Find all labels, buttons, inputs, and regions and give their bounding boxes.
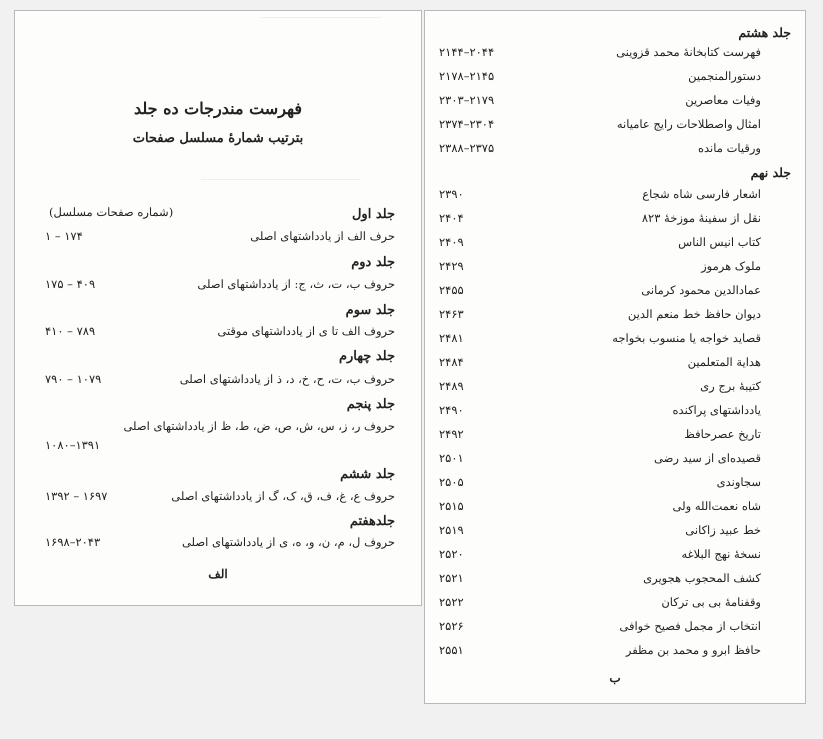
volume-heading: جلد دوم xyxy=(351,255,395,270)
list-item xyxy=(425,403,805,421)
list-item xyxy=(425,451,805,469)
entry-title: وقفنامهٔ بی بی ترکان xyxy=(661,595,761,609)
right-page xyxy=(424,10,806,704)
list-item xyxy=(425,619,805,637)
entry-pages: ۲۱۴۴–۲۰۴۴ xyxy=(439,45,495,59)
entry-pages: ۲۴۲۹ xyxy=(439,259,464,273)
list-item xyxy=(425,45,805,63)
list-item xyxy=(425,187,805,205)
column-note: (شماره صفحات مسلسل) xyxy=(49,205,174,219)
entry-title: فهرست کتابخانهٔ محمد قزوینی xyxy=(616,45,761,59)
entry-title: سجاوندی xyxy=(716,475,761,489)
list-item xyxy=(425,69,805,87)
list-item xyxy=(425,547,805,565)
list-item xyxy=(425,259,805,277)
entry-pages: ۲۱۷۸–۲۱۴۵ xyxy=(439,69,495,83)
entry-pages: ۲۵۲۲ xyxy=(439,595,464,609)
entry-pages: ۲۴۸۴ xyxy=(439,355,464,369)
volume-heading: جلد هشتم xyxy=(738,25,791,40)
page-range: ۱۷۵ – ۴۰۹ xyxy=(45,277,96,291)
volume-heading: جلد سوم xyxy=(345,303,395,318)
entry-pages: ۲۳۰۳–۲۱۷۹ xyxy=(439,93,495,107)
volume-heading: جلد چهارم xyxy=(338,349,395,364)
page-number-mark: الف xyxy=(208,567,228,581)
volume-heading: جلد اول xyxy=(351,207,395,222)
entry-title: انتخاب از مجمل فصیح خوافی xyxy=(619,619,761,633)
page-subtitle: بترتیب شمارهٔ مسلسل صفحات xyxy=(132,131,304,146)
entry-title: کتیبهٔ برج ری xyxy=(700,379,761,393)
entry-title: نسخهٔ نهج البلاغه xyxy=(681,547,761,561)
list-item xyxy=(425,379,805,397)
entry-pages: ۲۳۸۸–۲۳۷۵ xyxy=(439,141,495,155)
list-item xyxy=(425,643,805,661)
entry-pages: ۲۴۰۴ xyxy=(439,211,464,225)
volume-contents: حروف ع، غ، ف، ق، ک، گ از یادداشتهای اصلی xyxy=(171,489,395,503)
entry-title: کشف المحجوب هجویری xyxy=(643,571,761,585)
entry-title: عمادالدین محمود کرمانی xyxy=(641,283,761,297)
entry-title: دستورالمنجمین xyxy=(688,69,761,83)
entry-title: نقل از سفینهٔ موزخهٔ ۸۲۳ xyxy=(641,211,761,225)
entry-title: اشعار فارسی شاه شجاع xyxy=(642,187,761,201)
entry-title: قصاید خواجه یا منسوب بخواجه xyxy=(612,331,761,345)
entry-pages: ۲۵۵۱ xyxy=(439,643,464,657)
entry-title: حافظ ابرو و محمد بن مظفر xyxy=(625,643,761,657)
bleed-through-mark xyxy=(201,179,361,188)
list-item xyxy=(425,427,805,445)
entry-pages: ۲۳۹۰ xyxy=(439,187,464,201)
entry-pages: ۲۳۷۴–۲۳۰۴ xyxy=(439,117,495,131)
list-item xyxy=(425,307,805,325)
volume-contents: حروف ب، ت، ث، ج: از یادداشتهای اصلی xyxy=(197,277,395,291)
page-range: ۱۶۹۸–۲۰۴۳ xyxy=(45,535,101,549)
entry-pages: ۲۵۰۵ xyxy=(439,475,464,489)
list-item xyxy=(425,571,805,589)
left-page xyxy=(14,10,422,606)
entry-title: وفیات معاصرین xyxy=(685,93,761,107)
bleed-through-mark xyxy=(261,17,381,26)
entry-title: ملوک هرموز xyxy=(701,259,761,273)
page-title: فهرست مندرجات ده جلد xyxy=(133,99,303,118)
list-item xyxy=(425,141,805,159)
entry-pages: ۲۴۸۱ xyxy=(439,331,464,345)
volume-contents: حروف ب، ت، ح، خ، د، ذ از یادداشتهای اصلی xyxy=(179,372,395,386)
entry-pages: ۲۴۹۲ xyxy=(439,427,464,441)
entry-pages: ۲۴۰۹ xyxy=(439,235,464,249)
entry-title: امثال واصطلاحات رایج عامیانه xyxy=(616,117,761,131)
entry-pages: ۲۵۲۶ xyxy=(439,619,464,633)
volume-heading: جلد نهم xyxy=(750,165,791,180)
list-item xyxy=(425,355,805,373)
list-item xyxy=(425,93,805,111)
entry-title: تاریخ عصرحافظ xyxy=(684,427,761,441)
entry-pages: ۲۵۱۹ xyxy=(439,523,464,537)
page-range: ۱ – ۱۷۴ xyxy=(45,229,83,243)
volume-contents: حروف الف تا ی از یادداشتهای موقتی xyxy=(217,324,395,338)
page-range: ۱۳۹۲ – ۱۶۹۷ xyxy=(45,489,108,503)
list-item xyxy=(425,235,805,253)
entry-title: شاه نعمت‌الله ولی xyxy=(672,499,761,513)
list-item xyxy=(425,595,805,613)
entry-pages: ۲۵۲۱ xyxy=(439,571,464,585)
list-item xyxy=(425,211,805,229)
entry-title: خط عبید زاکانی xyxy=(685,523,761,537)
volume-contents: حروف ر، ز، س، ش، ص، ض، ط، ظ از یادداشتهای اصلی xyxy=(123,419,395,433)
entry-title: ورقیات مانده xyxy=(698,141,761,155)
page-number-mark: ب xyxy=(609,671,621,685)
entry-pages: ۲۴۹۰ xyxy=(439,403,464,417)
entry-title: یادداشتهای پراکنده xyxy=(672,403,761,417)
list-item xyxy=(425,117,805,135)
list-item xyxy=(425,475,805,493)
entry-title: هدایة المتعلمین xyxy=(687,355,761,369)
page-range: ۴۱۰ – ۷۸۹ xyxy=(45,324,96,338)
list-item xyxy=(425,283,805,301)
volume-heading: جلد ششم xyxy=(340,467,395,482)
list-item xyxy=(425,331,805,349)
entry-title: دیوان حافظ خط منعم الدین xyxy=(627,307,761,321)
entry-pages: ۲۴۸۹ xyxy=(439,379,464,393)
volume-contents: حرف الف از یادداشتهای اصلی xyxy=(250,229,395,243)
entry-pages: ۲۵۱۵ xyxy=(439,499,464,513)
entry-pages: ۲۴۵۵ xyxy=(439,283,464,297)
entry-pages: ۲۵۲۰ xyxy=(439,547,464,561)
page-range: ۷۹۰ – ۱۰۷۹ xyxy=(45,372,102,386)
volume-contents: حروف ل، م، ن، و، ه، ی از یادداشتهای اصلی xyxy=(181,535,395,549)
entry-title: کتاب انیس الناس xyxy=(678,235,761,249)
list-item xyxy=(425,523,805,541)
volume-heading: جلدهفتم xyxy=(349,514,395,529)
entry-title: قصیده‌ای از سید رضی xyxy=(654,451,761,465)
list-item xyxy=(425,499,805,517)
entry-pages: ۲۵۰۱ xyxy=(439,451,464,465)
volume-heading: جلد پنجم xyxy=(346,397,395,412)
page-range: ۱۰۸۰–۱۳۹۱ xyxy=(45,438,101,452)
entry-pages: ۲۴۶۳ xyxy=(439,307,464,321)
